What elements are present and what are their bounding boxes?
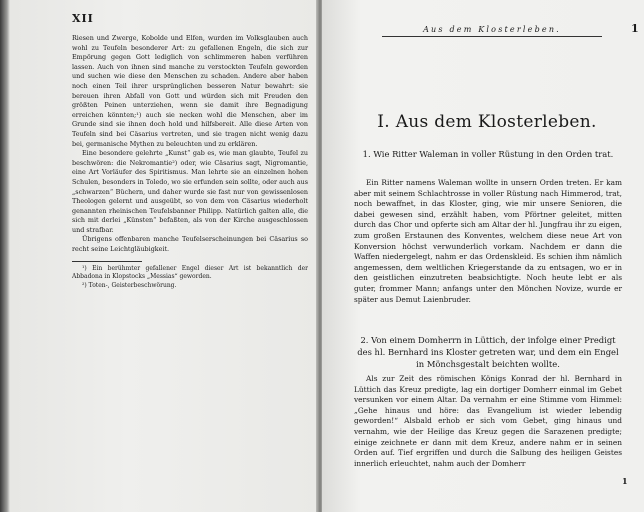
right-page-number-bottom: 1 <box>622 476 628 486</box>
section-text <box>354 374 622 469</box>
left-paragraph: Übrigens offenbaren manche Teufelserscheinungen bei Cäsarius so recht seine Leichtgläubigkeit. <box>72 235 308 254</box>
footnote-rule <box>72 261 142 262</box>
section-text <box>354 178 622 305</box>
section-paragraph: Ein Ritter namens Waleman wollte in unsern Orden treten. Er kam aber mit seinem Schlachtrosse in voller Rüstung nach Himmerod, trat, noch bewaffnet, in das Kloster, ging, wie mir unsere Senioren, die dabei gewesen sind, erzählt haben, vom Pförtner geleitet, mitten durch das Chor und opferte sich am Altar der hl. Jungfrau ihr zu eigen, zum großen Erstaunen des Konventes, welchem diese neue Art von Konversion höchst verwunderlich vorkam. Nachdem er dann die Waffen niedergelegt, nahm er das Ordenskleid. Es schien ihm nämlich angemessen, dem weltlichen Kriegerstande da zu entsagen, wo er in den geistlichen einzutreten beabsichtigte. Noch heute lebt er als guter, frommer Mann; anfangs unter den Mönchen Novize, wurde er später aus Demut Laienbruder. <box>354 178 622 304</box>
section-heading: 1. Wie Ritter Waleman in voller Rüstung in den Orden trat. <box>362 149 614 159</box>
left-paragraph: Eine besondere gelehrte „Kunst“ gab es, wie man glaubte, Teufel zu beschwören: die Nekromantie²) oder, wie Cäsarius sagt, Nigromantie, eine Art Vorläufer des Spiritismus. Man lehrte sie an einzelnen hohen Schulen, besonders in Toledo, wo sie erfunden sein sollte, oder auch aus „schwarzen“ Büchern, und daher wurde sie fast nur von gewissenlosen Theologen gelernt und ausgeübt, so von dem von Cäsarius wiederholt genannten rheinischen Teufelsbanner Philipp. Natürlich galten alle, die sich mit derlei „Künsten“ befaßten, als von der Kirche ausgeschlossen und strafbar. <box>72 149 308 234</box>
footnote: ²) Toten-, Geisterbeschwörung. <box>82 281 177 289</box>
chapter-title: I. Aus dem Klosterleben. <box>377 112 597 132</box>
left-page <box>0 0 318 512</box>
left-paragraph: Riesen und Zwerge, Kobolde und Elfen, wurden im Volksglauben auch wohl zu Teufeln besonderer Art: zu gefallenen Engeln, die sich zur Empörung gegen Gott lediglich von schlimmeren haben verführen lassen. Auch von ihnen sind manche zu verstockten Teufeln geworden und suchen wie diese den Menschen zu schaden. Andere aber haben noch einen Teil ihrer ursprünglichen besseren Natur bewahrt: sie bereuen ihren Abfall von Gott und würden sich mit Freuden den größten Peinen unterziehen, wenn sie damit ihre Begnadigung erreichen könnten;¹) auch sie necken wohl die Menschen, aber im Grunde sind sie ihnen doch hold und hilfsbereit. Alle diese Arten von Teufeln sind bei Cäsarius vertreten, und sie tragen nicht wenig dazu bei, germanische Mythen zu beleuchten und zu erklären. <box>72 34 308 148</box>
left-page-body <box>72 34 308 290</box>
right-page <box>322 0 644 512</box>
page-shadow <box>0 0 10 512</box>
right-page-number-top: 1 <box>631 22 639 35</box>
left-page-number: XII <box>72 12 94 25</box>
section-heading: 2. Von einem Domherrn in Lüttich, der infolge einer Predigt des hl. Bernhard ins Kloster getreten war, und dem ein Engel in Mönchsgestalt beichten wollte. <box>357 335 619 369</box>
footnote: ¹) Ein berühmter gefallener Engel dieser Art ist bekanntlich der Abbadona in Klopstocks „Messias“ geworden. <box>72 264 308 281</box>
running-head: Aus dem Klosterleben. <box>382 25 602 37</box>
section-paragraph: Als zur Zeit des römischen Königs Konrad der hl. Bernhard in Lüttich das Kreuz predigte, lag ein dortiger Domherr einmal im Gebet versunken vor einem Altar. Da vernahm er eine Stimme vom Himmel: „Gehe hinaus und höre: das Evangelium ist wieder lebendig geworden!“ Alsbald erhob er sich vom Gebet, ging hinaus und vernahm, wie der Heilige das Kreuz gegen die Sarazenen predigte; einige zeichnete er dann mit dem Kreuz, andere nahm er in seinen Orden auf. Tief ergriffen und durch die Salbung des heiligen Geistes innerlich erleuchtet, nahm auch der Domherr <box>354 374 622 468</box>
